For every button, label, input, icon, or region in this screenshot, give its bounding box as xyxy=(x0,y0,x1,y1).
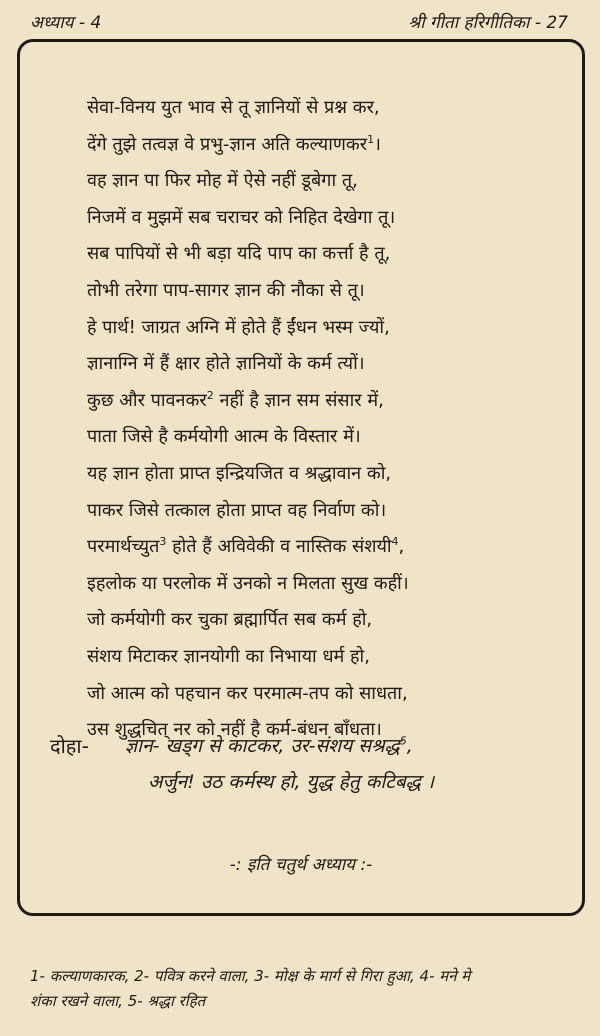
verse-line: कुछ और पावनकर$^2$ नहीं है ज्ञान सम संसार में, xyxy=(87,388,384,411)
verse-line: जो आत्म को पहचान कर परमात्म-तप को साधता, xyxy=(87,682,408,704)
verse-line: सब पापियों से भी बड़ा यदि पाप का कर्त्ता है तू, xyxy=(87,243,391,265)
verse-line: यह ज्ञान होता प्राप्त इन्द्रियजित व श्रद्धावान को, xyxy=(87,462,392,484)
footnote-marker: 1 xyxy=(367,132,375,146)
verse-line: जो कर्मयोगी कर चुका ब्रह्मार्पित सब कर्म हो, xyxy=(87,609,373,631)
verse-line: संशय मिटाकर ज्ञानयोगी का निभाया धर्म हो, xyxy=(87,645,370,667)
doha-label: दोहा- xyxy=(50,734,89,758)
verse-line: ज्ञानाग्नि में हैं क्षार होते ज्ञानियों के कर्म त्यों। xyxy=(87,353,365,375)
book-title-page-number: श्री गीता हरिगीतिका - 27 xyxy=(408,13,568,33)
verse-line: तोभी तरेगा पाप-सागर ज्ञान की नौका से तू। xyxy=(87,279,365,301)
doha-line: अर्जुन! उठ कर्मस्थ हो, युद्ध हेतु कटिबद्ध । xyxy=(148,771,435,793)
footnote-marker: 2 xyxy=(206,388,214,402)
verse-line: निजमें व मुझमें सब चराचर को निहित देखेगा तू। xyxy=(87,206,396,228)
verse-line: पाता जिसे है कर्मयोगी आत्म के विस्तार में। xyxy=(87,426,361,448)
doha-line: ज्ञान- खड्ग से काटकर, उर-संशय सश्रद्ध$^5$, xyxy=(125,734,413,757)
verse-line: हे पार्थ! जाग्रत अग्नि में होते हैं ईंधन भस्म ज्यों, xyxy=(87,316,390,338)
verse-frame xyxy=(17,39,585,916)
footnotes xyxy=(30,964,590,1014)
verse-line: उस शुद्धचित् नर को नहीं है कर्म-बंधन बाँधता। xyxy=(87,719,382,741)
verse-line: वह ज्ञान पा फिर मोह में ऐसे नहीं डूबेगा तू, xyxy=(87,170,358,192)
footnote-line: शंका रखने वाला, 5- श्रद्धा रहित xyxy=(30,992,206,1010)
footnote-line: 1- कल्याणकारक, 2- पवित्र करने वाला, 3- मोक्ष के मार्ग से गिरा हुआ, 4- मने मे xyxy=(30,967,471,985)
page-header xyxy=(30,10,568,38)
verse-line: सेवा-विनय युत भाव से तू ज्ञानियों से प्रश्न कर, xyxy=(87,97,380,118)
verse-block xyxy=(87,90,587,749)
verse-line: इहलोक या परलोक में उनको न मिलता सुख कहीं। xyxy=(87,572,409,594)
chapter-end-line: -: इति चतुर्थ अध्याय :- xyxy=(229,855,373,875)
verse-line: पाकर जिसे तत्काल होता प्राप्त वह निर्वाण को। xyxy=(87,499,387,521)
footnote-marker: 5 xyxy=(399,734,407,748)
verse-line: देंगे तुझे तत्वज्ञ वे प्रभु-ज्ञान अति कल्याणकर$^1$। xyxy=(87,132,381,155)
footnote-marker: 4 xyxy=(391,535,399,549)
footnote-marker: 3 xyxy=(159,535,167,549)
chapter-label: अध्याय - 4 xyxy=(30,13,102,33)
verse-line: परमार्थच्युत$^3$ होते हैं अविवेकी व नास्तिक संशयी$^4$, xyxy=(87,535,405,558)
